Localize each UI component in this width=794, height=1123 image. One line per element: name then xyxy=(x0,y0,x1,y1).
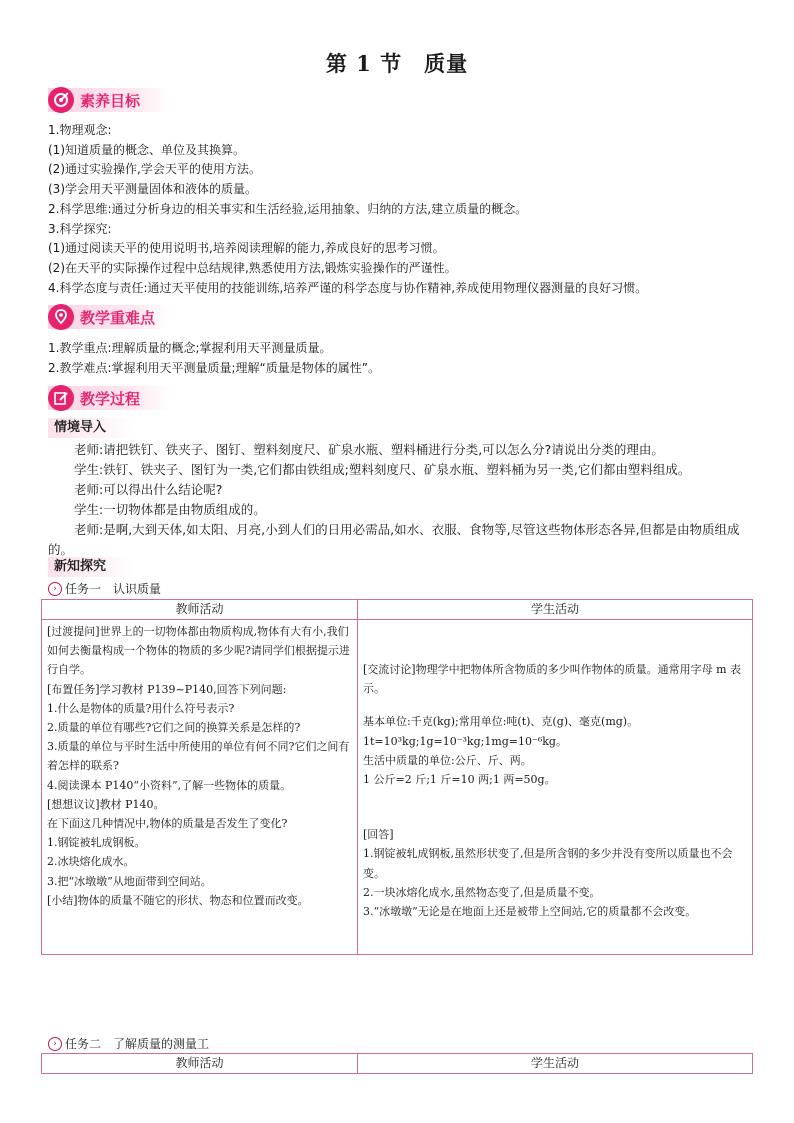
dialogue-line: 老师:是啊,大到天体,如太阳、月亮,小到人们的日用必需品,如水、衣服、食物等,尽管这些物体形态各异,但都是由物质组成的。 xyxy=(48,522,740,557)
task1-label xyxy=(48,580,161,597)
section-badge-key-points xyxy=(48,305,170,329)
goal-line: 3.科学探究: xyxy=(48,221,112,236)
key-line: 2.教学难点:掌握利用天平测量质量;理解“质量是物体的属性”。 xyxy=(48,360,380,375)
task2-title: 任务二 了解质量的测量工 xyxy=(65,1037,210,1051)
col-teacher: 教师活动 xyxy=(42,1054,358,1074)
goal-line: (3)学会用天平测量固体和液体的质量。 xyxy=(48,182,257,197)
student-cell xyxy=(358,620,753,955)
teacher-line: [想想议议]教材 P140。 xyxy=(47,797,165,811)
teacher-line: 1.钢锭被轧成钢板。 xyxy=(47,836,146,850)
table-row xyxy=(42,620,753,955)
teacher-line: 在下面这几种情况中,物体的质量是否发生了变化? xyxy=(47,817,288,831)
student-line: 2.一块冰熔化成水,虽然物态变了,但是质量不变。 xyxy=(363,885,601,899)
goal-line: 1.物理观念: xyxy=(48,123,112,137)
dialogue-line: 学生:一切物体都是由物质组成的。 xyxy=(74,502,266,517)
teacher-line: [小结]物体的质量不随它的形状、物态和位置而改变。 xyxy=(47,893,309,907)
section-title-key-points: 教学重难点 xyxy=(80,309,156,327)
col-student: 学生活动 xyxy=(358,600,753,620)
teacher-line: 2.质量的单位有哪些?它们之间的换算关系是怎样的? xyxy=(47,721,301,735)
teacher-line: 4.阅读课本 P140“小资料”,了解一些物体的质量。 xyxy=(47,778,292,792)
goal-line: (1)知道质量的概念、单位及其换算。 xyxy=(48,142,245,157)
goal-line: 2.科学思维:通过分析身边的相关事实和生活经验,运用抽象、归纳的方法,建立质量的概念。 xyxy=(48,201,528,216)
student-line: 1.钢锭被轧成钢板,虽然形状变了,但是所含钢的多少并没有变所以质量也不会变。 xyxy=(363,847,733,880)
teacher-line: 1.什么是物体的质量?用什么符号表示? xyxy=(47,701,235,715)
teacher-line: [布置任务]学习教材 P139~P140,回答下列问题: xyxy=(47,682,287,696)
task1-title: 任务一 认识质量 xyxy=(65,582,162,596)
goal-line: (1)通过阅读天平的使用说明书,培养阅读理解的能力,养成良好的思考习惯。 xyxy=(48,241,445,256)
section-title-goals: 素养目标 xyxy=(80,92,141,110)
explore-heading: 新知探究 xyxy=(48,557,134,577)
chevron-right-icon: › xyxy=(48,1037,62,1051)
teacher-line: 3.质量的单位与平时生活中所使用的单位有何不同?它们之间有着怎样的联系? xyxy=(47,740,350,773)
student-line: 1t=10³kg;1g=10⁻³kg;1mg=10⁻⁶kg。 xyxy=(363,734,567,748)
goal-line: 4.科学态度与责任:通过天平使用的技能训练,培养严谨的科学态度与协作精神,养成使用物理仪器测量的良好习惯。 xyxy=(48,280,648,295)
teacher-line: 2.冰块熔化成水。 xyxy=(47,855,135,869)
student-line: [交流讨论]物理学中把物体所含物质的多少叫作物体的质量。通常用字母 m 表示。 xyxy=(363,663,742,696)
goal-line: (2)通过实验操作,学会天平的使用方法。 xyxy=(48,162,261,177)
student-line: 1 公斤=2 斤;1 斤=10 两;1 两=50g。 xyxy=(363,773,556,787)
table-header-row xyxy=(42,1054,753,1074)
table-header-row xyxy=(42,600,753,620)
page-title: 第 1 节 质量 xyxy=(325,51,469,76)
section-title-process: 教学过程 xyxy=(80,390,141,408)
task2-label xyxy=(48,1035,209,1052)
intro-dialogue xyxy=(48,440,748,560)
edit-icon xyxy=(48,385,74,411)
teacher-line: [过渡提问]世界上的一切物体都由物质构成,物体有大有小,我们如何去衡量构成一个物体的物质的多少呢?请同学们根据提示进行自学。 xyxy=(47,625,350,677)
goals-list xyxy=(48,121,748,298)
section-badge-process xyxy=(48,386,170,410)
task2-table xyxy=(41,1053,753,1074)
col-teacher: 教师活动 xyxy=(42,600,358,620)
teacher-line: 3.把“冰墩墩”从地面带到空间站。 xyxy=(47,874,212,888)
task1-table xyxy=(41,599,753,955)
key-line: 1.教学重点:理解质量的概念;掌握利用天平测量质量。 xyxy=(48,341,332,355)
goal-line: (2)在天平的实际操作过程中总结规律,熟悉使用方法,锻炼实验操作的严谨性。 xyxy=(48,260,457,275)
location-pin-icon xyxy=(48,304,74,330)
student-line: 基本单位:千克(kg);常用单位:吨(t)、克(g)、毫克(mg)。 xyxy=(363,715,639,729)
student-line: [回答] xyxy=(363,828,394,842)
col-student: 学生活动 xyxy=(358,1054,753,1074)
intro-heading: 情境导入 xyxy=(48,418,134,438)
dialogue-line: 老师:请把铁钉、铁夹子、图钉、塑料刻度尺、矿泉水瓶、塑料桶进行分类,可以怎么分?请说出分类的理由。 xyxy=(74,442,664,457)
student-line: 3.“冰墩墩”无论是在地面上还是被带上空间站,它的质量都不会改变。 xyxy=(363,905,697,919)
target-icon xyxy=(48,87,74,113)
key-points-list xyxy=(48,339,748,378)
student-line: 生活中质量的单位:公斤、斤、两。 xyxy=(363,753,532,767)
chevron-right-icon: › xyxy=(48,582,62,596)
dialogue-line: 老师:可以得出什么结论呢? xyxy=(74,482,223,497)
teacher-cell xyxy=(42,620,358,955)
section-badge-goals xyxy=(48,88,170,112)
dialogue-line: 学生:铁钉、铁夹子、图钉为一类,它们都由铁组成;塑料刻度尺、矿泉水瓶、塑料桶为另一类,它们都由塑料组成。 xyxy=(74,462,691,477)
